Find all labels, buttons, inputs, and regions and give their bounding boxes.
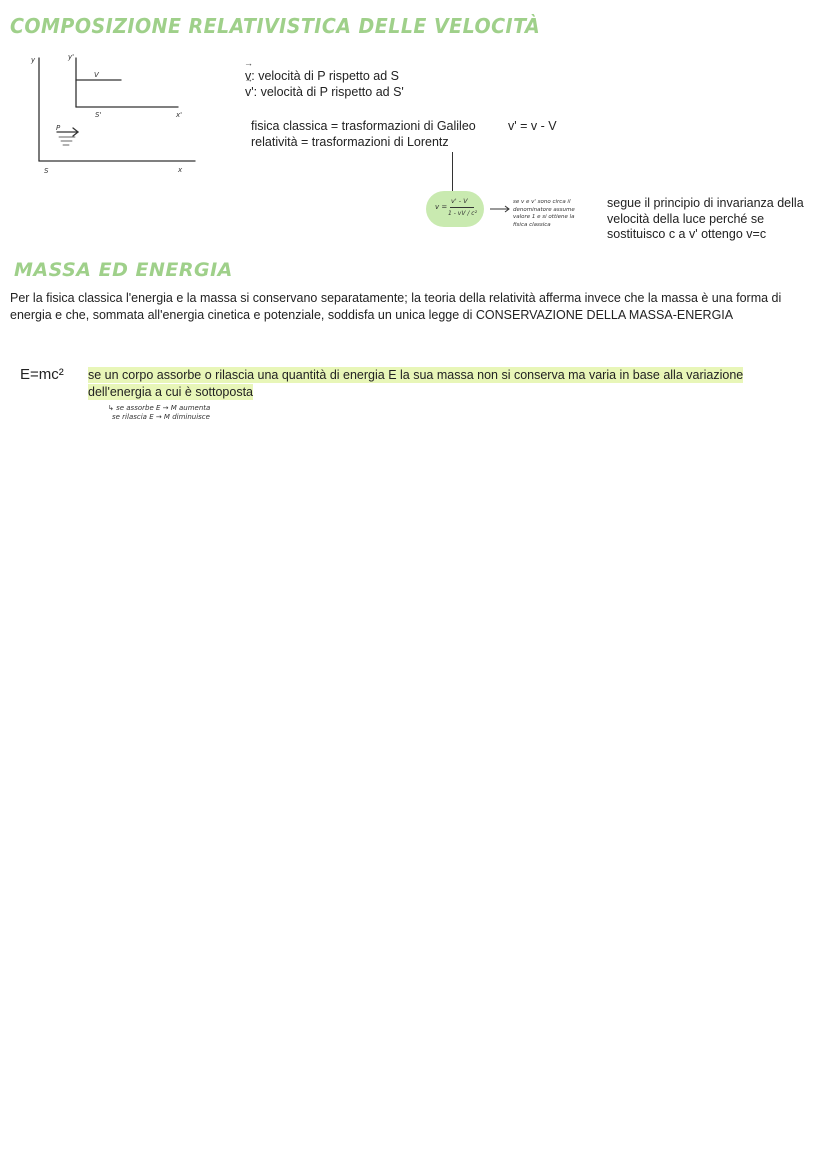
axis-xprime-label: x' <box>176 111 183 119</box>
lorentz-lhs: v = <box>435 203 448 211</box>
definition-vprime-text: : velocità di P rispetto ad S' <box>253 85 404 99</box>
invariance-note <box>607 196 804 243</box>
invariance-note-line: sostituisco c a v' ottengo v=c <box>607 227 767 241</box>
connector-line <box>452 152 453 192</box>
point-p-label: P <box>56 124 61 132</box>
reference-frames-diagram <box>28 50 198 178</box>
section-title-composizione: COMPOSIZIONE RELATIVISTICA DELLE VELOCITÀ <box>10 14 541 38</box>
section-title-massa-energia: MASSA ED ENERGIA <box>14 259 233 281</box>
galileo-formula: v' = v - V <box>508 119 557 133</box>
invariance-note-line: velocità della luce perché se <box>607 211 765 226</box>
lorentz-numerator: v' - V <box>451 197 468 205</box>
relativity-line: relatività = trasformazioni di Lorentz <box>251 135 449 149</box>
invariance-note-line: segue il principio di invarianza della <box>607 196 804 210</box>
classic-physics-line: fisica classica = trasformazioni di Galileo <box>251 119 476 133</box>
hand-note-line: se rilascia E → M diminuisce <box>112 413 210 421</box>
definition-v <box>245 69 399 85</box>
axis-x-label: x <box>178 166 183 174</box>
small-note-line: se v e v' sono circa il <box>513 199 571 205</box>
mass-energy-paragraph: Per la fisica classica l'energia e la massa si conservano separatamente; la teoria della relatività afferma invece che la massa è una forma di energia e che, sommata all'energia cinetica e potenziale, soddisfa un unica legge di CONSERVAZIONE DELLA MASSA-ENERGIA <box>10 291 782 322</box>
small-note <box>513 199 591 229</box>
small-note-line: valore 1 e si ottiene la <box>513 214 575 220</box>
definition-v-text: : velocità di P rispetto ad S <box>251 69 400 83</box>
hand-notes <box>108 404 210 422</box>
emc2-formula: E=mc² <box>20 366 64 383</box>
origin-s-label: S <box>44 167 49 175</box>
fraction-bar <box>450 207 474 208</box>
highlighted-text: se un corpo assorbe o rilascia una quantità di energia E la sua massa non si conserva ma varia in base alla variazione dell'energia a cui è sottoposta <box>88 368 744 399</box>
small-note-line: fisica classica <box>513 221 551 228</box>
velocity-label: V <box>94 71 99 79</box>
hand-note-line: ↳ se assorbe E → M aumenta <box>108 404 211 412</box>
origin-sprime-label: S' <box>95 111 102 119</box>
vprime-vector-symbol: → v' <box>245 85 254 101</box>
highlighted-statement <box>88 367 808 401</box>
definition-vprime <box>245 85 404 101</box>
lorentz-formula-bubble <box>426 191 484 227</box>
arrow-icon <box>489 205 511 213</box>
axis-yprime-label: y' <box>68 53 75 61</box>
axis-y-label: y <box>31 56 36 64</box>
v-vector-symbol: → v <box>245 69 251 85</box>
small-note-line: denominatore assume <box>513 206 575 213</box>
lorentz-denominator: 1 - vV / c² <box>448 210 477 217</box>
